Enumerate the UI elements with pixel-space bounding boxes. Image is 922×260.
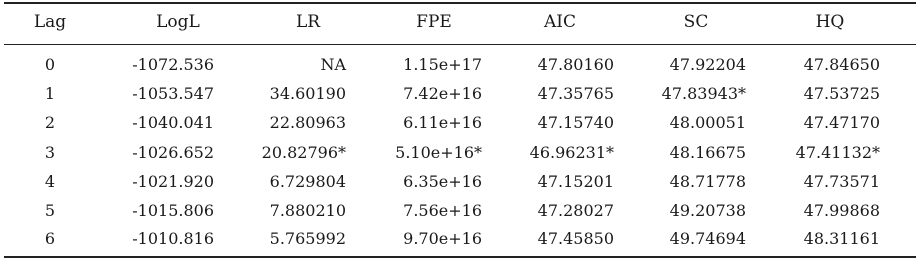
cell-aic: 47.28027 [537, 201, 614, 220]
cell-logl: -1010.816 [132, 229, 214, 248]
header-logl: LogL [156, 12, 200, 32]
cell-aic: 47.15201 [537, 172, 614, 191]
cell-sc: 48.71778 [669, 172, 746, 191]
table-header-rule [4, 44, 916, 45]
cell-lr: 6.729804 [269, 172, 346, 191]
cell-lr: 7.880210 [269, 201, 346, 220]
cell-hq: 47.47170 [803, 113, 880, 132]
cell-fpe: 5.10e+16* [395, 143, 482, 162]
cell-lr: 20.82796* [261, 143, 346, 162]
cell-lag: 0 [44, 55, 56, 74]
table-row [0, 199, 922, 223]
table-header-row [0, 10, 922, 34]
table-row [0, 82, 922, 106]
cell-aic: 47.15740 [537, 113, 614, 132]
cell-lag: 4 [44, 172, 56, 191]
cell-aic: 47.80160 [537, 55, 614, 74]
table-row [0, 141, 922, 165]
header-hq: HQ [815, 12, 845, 32]
cell-sc: 48.00051 [669, 113, 746, 132]
cell-logl: -1015.806 [132, 201, 214, 220]
cell-sc: 49.20738 [669, 201, 746, 220]
table-row [0, 53, 922, 77]
table-row [0, 111, 922, 135]
header-fpe: FPE [416, 12, 452, 32]
header-sc: SC [683, 12, 709, 32]
cell-hq: 47.99868 [803, 201, 880, 220]
cell-fpe: 6.35e+16 [403, 172, 482, 191]
table-bottom-rule [4, 256, 916, 258]
cell-logl: -1026.652 [132, 143, 214, 162]
cell-lr: 34.60190 [269, 84, 346, 103]
cell-hq: 47.73571 [803, 172, 880, 191]
cell-lag: 1 [44, 84, 56, 103]
cell-hq: 47.53725 [803, 84, 880, 103]
cell-fpe: 9.70e+16 [403, 229, 482, 248]
cell-aic: 47.45850 [537, 229, 614, 248]
cell-hq: 48.31161 [803, 229, 880, 248]
header-aic: AIC [544, 12, 576, 32]
cell-lag: 3 [44, 143, 56, 162]
header-lag: Lag [33, 12, 67, 32]
cell-lag: 2 [44, 113, 56, 132]
cell-aic: 47.35765 [537, 84, 614, 103]
cell-hq: 47.84650 [803, 55, 880, 74]
cell-lr: 22.80963 [269, 113, 346, 132]
cell-logl: -1040.041 [132, 113, 214, 132]
cell-sc: 49.74694 [669, 229, 746, 248]
cell-sc: 47.92204 [669, 55, 746, 74]
cell-sc: 47.83943* [661, 84, 746, 103]
cell-lag: 5 [44, 201, 56, 220]
cell-logl: -1021.920 [132, 172, 214, 191]
cell-lr: NA [320, 55, 346, 74]
cell-lr: 5.765992 [269, 229, 346, 248]
table-row [0, 170, 922, 194]
cell-aic: 46.96231* [529, 143, 614, 162]
cell-fpe: 7.56e+16 [403, 201, 482, 220]
table-row [0, 227, 922, 251]
cell-sc: 48.16675 [669, 143, 746, 162]
cell-logl: -1053.547 [132, 84, 214, 103]
cell-hq: 47.41132* [795, 143, 880, 162]
header-lr: LR [295, 12, 321, 32]
cell-fpe: 7.42e+16 [403, 84, 482, 103]
table-top-rule [4, 2, 916, 4]
cell-lag: 6 [44, 229, 56, 248]
cell-fpe: 1.15e+17 [403, 55, 482, 74]
cell-fpe: 6.11e+16 [403, 113, 482, 132]
cell-logl: -1072.536 [132, 55, 214, 74]
